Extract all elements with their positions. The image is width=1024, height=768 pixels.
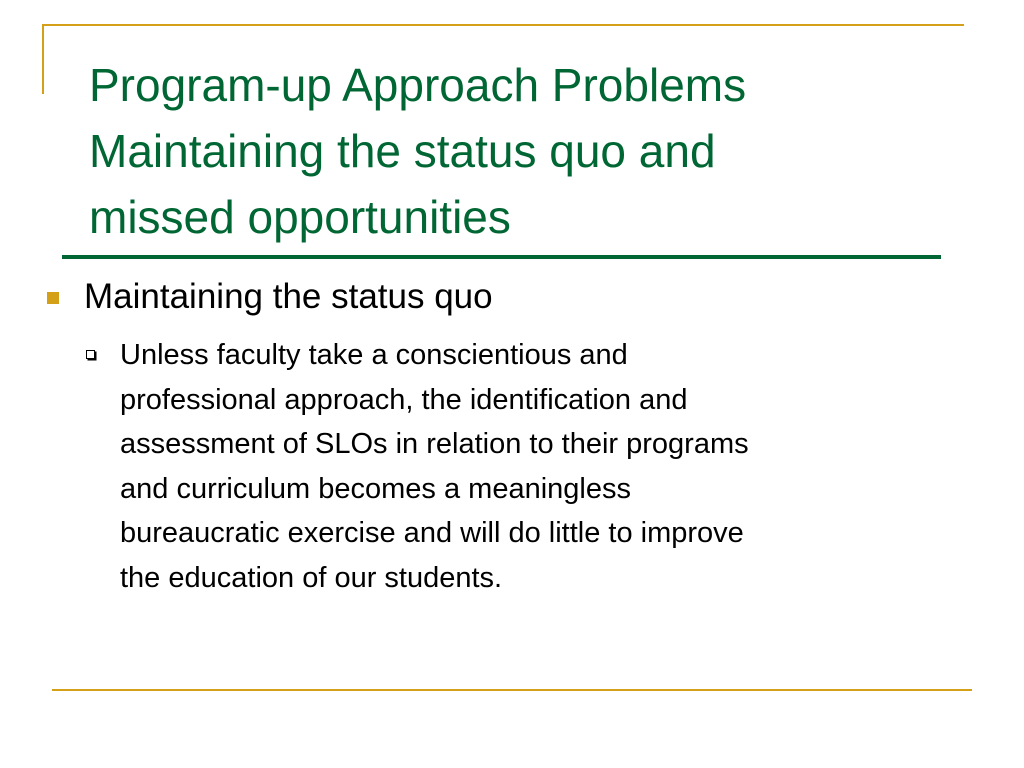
bullet-level2-text bbox=[120, 333, 749, 601]
body-line: assessment of SLOs in relation to their programs bbox=[120, 428, 749, 461]
bullet-level1-text: Maintaining the status quo bbox=[84, 277, 493, 316]
filled-square-bullet-icon bbox=[47, 292, 59, 304]
body-line: and curriculum becomes a meaningless bbox=[120, 472, 631, 505]
left-gold-rule bbox=[42, 24, 44, 94]
slide-title bbox=[89, 52, 949, 250]
title-line: Maintaining the status quo and bbox=[89, 125, 716, 177]
body-line: bureaucratic exercise and will do little to improve bbox=[120, 517, 744, 550]
top-gold-rule bbox=[42, 24, 964, 26]
body-line: Unless faculty take a conscientious and bbox=[120, 339, 628, 371]
title-line: Program-up Approach Problems bbox=[89, 59, 747, 111]
body-line: the education of our students. bbox=[120, 561, 503, 594]
title-line: missed opportunities bbox=[89, 191, 511, 243]
title-underline bbox=[62, 255, 941, 259]
bottom-gold-rule bbox=[52, 689, 972, 691]
hollow-square-bullet-icon bbox=[86, 350, 95, 359]
body-line: professional approach, the identification and bbox=[120, 383, 688, 416]
